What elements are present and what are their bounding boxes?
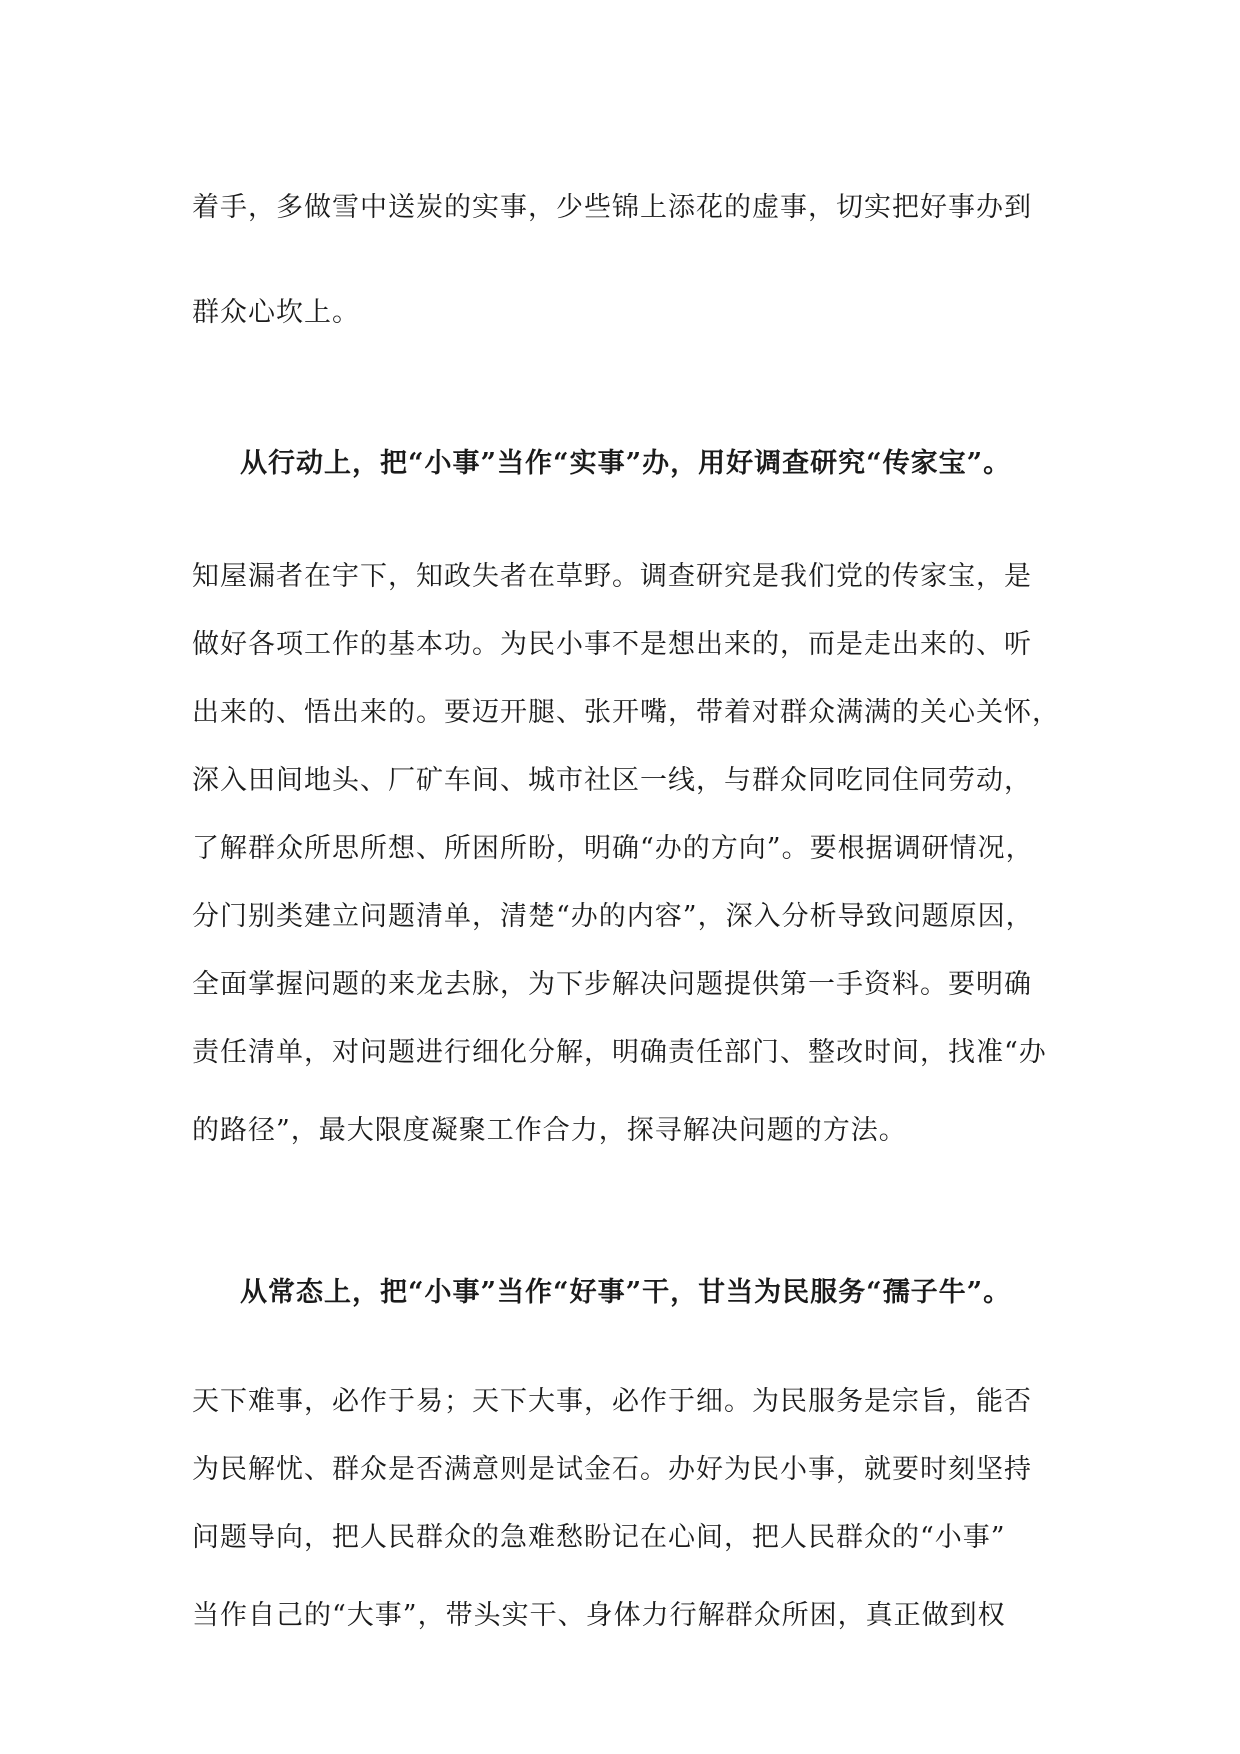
paragraph-line: 当作自己的“大事”，带头实干、身体力行解群众所困，真正做到权 [192, 1600, 1006, 1631]
paragraph-line: 全面掌握问题的来龙去脉，为下步解决问题提供第一手资料。要明确 [192, 969, 1032, 1000]
paragraph-line: 分门别类建立问题清单，清楚“办的内容”，深入分析导致问题原因， [192, 901, 1034, 932]
paragraph-line: 着手，多做雪中送炭的实事，少些锦上添花的虚事，切实把好事办到 [192, 192, 1032, 223]
paragraph-line: 为民解忧、群众是否满意则是试金石。办好为民小事，就要时刻坚持 [192, 1454, 1032, 1485]
section-heading-2: 从常态上，把“小事”当作“好事”干，甘当为民服务“孺子牛”。 [240, 1277, 1012, 1308]
paragraph-line: 做好各项工作的基本功。为民小事不是想出来的，而是走出来的、听 [192, 629, 1032, 660]
paragraph-line: 深入田间地头、厂矿车间、城市社区一线，与群众同吃同住同劳动， [192, 765, 1032, 796]
paragraph-line: 群众心坎上。 [192, 297, 360, 328]
paragraph-line: 天下难事，必作于易；天下大事，必作于细。为民服务是宗旨，能否 [192, 1386, 1032, 1417]
paragraph-line: 的路径”，最大限度凝聚工作合力，探寻解决问题的方法。 [192, 1115, 907, 1146]
paragraph-line: 知屋漏者在宇下，知政失者在草野。调查研究是我们党的传家宝，是 [192, 561, 1032, 592]
section-heading-1: 从行动上，把“小事”当作“实事”办，用好调查研究“传家宝”。 [240, 448, 1012, 479]
paragraph-line: 责任清单，对问题进行细化分解，明确责任部门、整改时间，找准“办 [192, 1037, 1047, 1068]
paragraph-line: 出来的、悟出来的。要迈开腿、张开嘴，带着对群众满满的关心关怀， [192, 697, 1060, 728]
paragraph-line: 了解群众所思所想、所困所盼，明确“办的方向”。要根据调研情况， [192, 833, 1034, 864]
paragraph-line: 问题导向，把人民群众的急难愁盼记在心间，把人民群众的“小事” [192, 1522, 1006, 1553]
